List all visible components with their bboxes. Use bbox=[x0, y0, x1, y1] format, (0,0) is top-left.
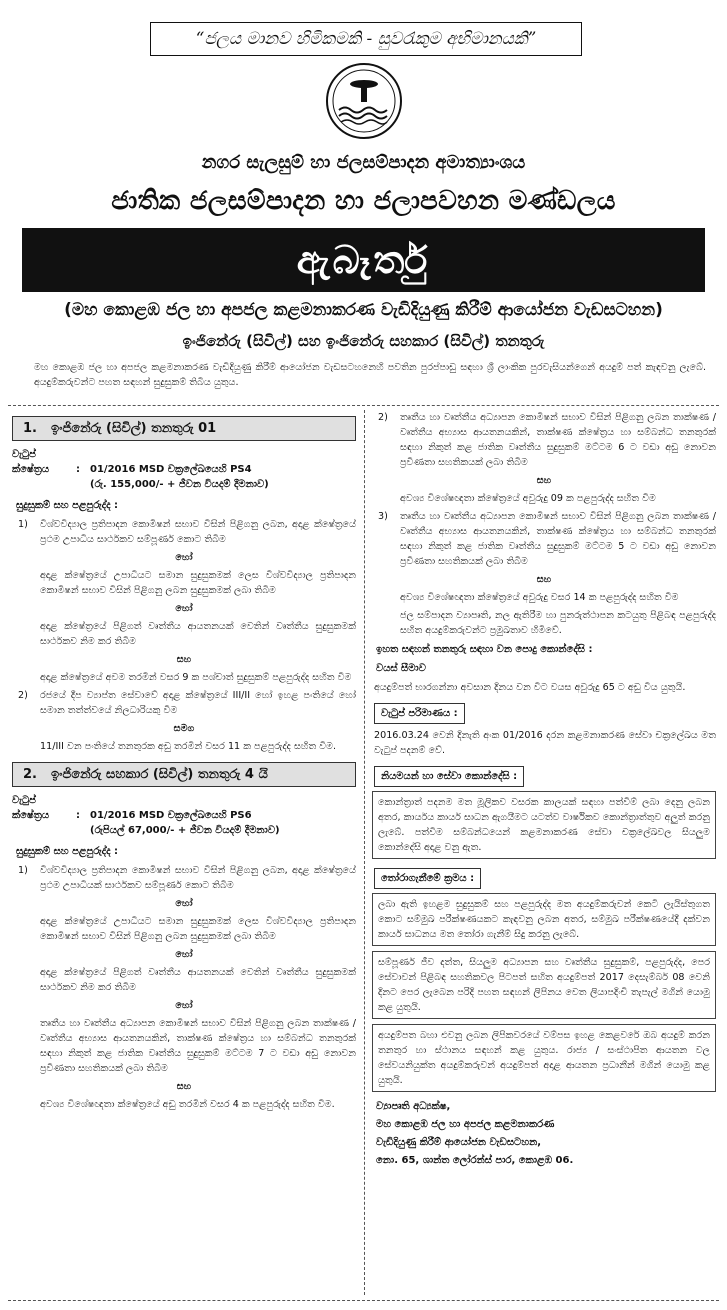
age-limit-heading: වයස් සීමාව bbox=[376, 663, 426, 674]
section-number: 1. bbox=[23, 421, 37, 436]
conjunction: හෝ bbox=[175, 1000, 193, 1011]
qualifications-heading: සුදුසුකම් සහ පළපුරුද්ද : bbox=[16, 500, 119, 511]
list-item bbox=[12, 688, 356, 718]
address-line: මහ කොළඹ ජල හා අපජල කළමනාකරණ bbox=[376, 1119, 555, 1130]
alt-text: අවශ්‍ය විශේෂඥතා ක්ෂේත්‍රයේ අවුරුදු වසර 14 ක පළපුරුද්ද සහිත වීම bbox=[400, 592, 679, 603]
item-number: 1) bbox=[18, 865, 28, 876]
selection-text: ලබා ඇති ඉහළම සුදුසුකම් සහ පළපුරුද්ද මත අයදුම්කරුවන් කෙටි ලැයිස්තුගත කොට සම්මුඛ පරීක්ෂණයකට කැඳවනු ලබන අතර, සම්මුඛ පරීක්ෂණයේදී දක්වන කාර්ය සාධනය මත තෝරා ගැනීම් සිදු කරනු ලැබේ. bbox=[372, 893, 716, 946]
item-text: විශ්වවිද්‍යාල ප්‍රතිපාදන කොමිෂන් සභාව විසින් පිළිගනු ලබන, අදාළ ක්ෂේත්‍රයේ ප්‍රථම උපාධියක් සාර්ථකව සම්පූර්ණ කොට තිබීම bbox=[40, 865, 356, 891]
column-divider bbox=[364, 410, 365, 1295]
item-number: 2) bbox=[18, 690, 28, 701]
terms-heading: නියමයන් හා සේවා කොන්දේසි : bbox=[374, 766, 524, 787]
age-limit-text: අයදුම්පත් භාරගන්නා අවසාන දිනය වන විට වයස අවුරුදු 65 ට අඩු විය යුතුයි. bbox=[374, 682, 686, 693]
address-line: වැඩිදියුණු කිරීම් ආයෝජන වැඩසටහන, bbox=[376, 1137, 542, 1148]
ministry-name: නගර සැලසුම් හා ජලසම්පාදන අමාත්‍යාංශය bbox=[201, 152, 526, 173]
salary-row bbox=[12, 447, 356, 477]
alt-text: අවශ්‍ය විශේෂඥතා ක්ෂේත්‍රයේ අවුරුදු 09 ක පළපුරුද්ද සහිත වීම bbox=[400, 493, 656, 504]
salary-row bbox=[12, 793, 356, 823]
item-text: තෘතීය හා වෘත්තීය අධ්‍යාපන කොමිෂන් සභාව විසින් පිළිගනු ලබන තාක්ෂණ / වෘත්තීය අභ්‍යාස ආයතනයකින්, තාක්ෂණ ක්ෂේත්‍රය හා සම්බන්ධ තනතුරක් සඳහා නිකුත් කළ ජාතික වෘත්තීය සුදුසුකම් මට්ටම 6 ට වඩා අඩු නොවන ප්‍රවීණතා සහතිකයක් ලබා තිබීම bbox=[400, 412, 716, 468]
conjunction: හෝ bbox=[175, 898, 193, 909]
conjunction: සහ bbox=[536, 574, 552, 585]
list-item bbox=[372, 410, 716, 470]
item-text: විශ්වවිද්‍යාල ප්‍රතිපාදන කොමිෂන් සභාව විසින් පිළිගනු ලබන, අදාළ ක්ෂේත්‍රයේ ප්‍රථම උපාධිය සාර්ථකව සම්පූර්ණ කොට තිබීම bbox=[40, 519, 356, 545]
salary-note: (රු. 155,000/- + ජීවන වියදම් දීමනාව) bbox=[90, 479, 269, 490]
water-board-emblem-icon bbox=[325, 62, 403, 140]
left-column bbox=[12, 416, 356, 1115]
vacancies-banner: ඇබෑර්තු bbox=[22, 228, 705, 292]
conjunction: සහ bbox=[536, 475, 552, 486]
alt-text: අදාළ ක්ෂේත්‍රයේ පිළිගත් වෘත්තීය ආයතනයක් වෙතින් වෘත්තීය සුදුසුකමක් සාර්ථකව නිම කර තිබීම bbox=[40, 621, 356, 647]
slogan: “ජලය මානව හිමිකමකි - සුවරැකුම අභිමානයකි” bbox=[150, 22, 582, 56]
section-1-header bbox=[12, 416, 356, 441]
intro-paragraph: මහ කොළඹ ජල හා අපජල කළමනාකරණ වැඩිදියුණු කිරීම් ආයෝජන වැඩසටහනෙහි පවතින පුරප්පාඩු සඳහා ශ්‍රී ලාංකික පුරවැසියන්ගෙන් අයදුම් පත් කැඳවනු ලැබේ. අයදුම්කරුවන්ට පහත සඳහන් සුදුසුකම් තිබිය යුතුය. bbox=[34, 362, 706, 388]
salary-value: 01/2016 MSD චක්‍රලේඛයෙහි PS6 bbox=[90, 810, 252, 821]
conjunction: හෝ bbox=[175, 949, 193, 960]
conjunction: හෝ bbox=[175, 552, 193, 563]
conjunction: සහ bbox=[176, 654, 192, 665]
item-number: 2) bbox=[378, 412, 388, 423]
alt-text: අදාළ ක්ෂේත්‍රයේ උපාධියට සමාන සුදුසුකමක් ලෙස විශ්වවිද්‍යාල ප්‍රතිපාදන කොමිෂන් සභාව විසින් පිළිගනු ලබන සුදුසුකමක් ලබා තිබීම bbox=[40, 916, 356, 942]
section-number: 2. bbox=[23, 767, 37, 782]
section-2-header bbox=[12, 762, 356, 787]
item-number: 3) bbox=[378, 511, 388, 522]
salary-sep: : bbox=[76, 810, 80, 821]
alt-text: 11/III වන පංතියේ තනතුරක අඩු තරමින් වසර 11 ක පළපුරුද්ද සහිත වීම. bbox=[40, 741, 337, 752]
list-item bbox=[12, 863, 356, 893]
conjunction: සහ bbox=[176, 1081, 192, 1092]
section-title: ඉංජිනේරු සහකාර (සිවිල්) තනතුරු 4 යි bbox=[51, 767, 268, 782]
right-column bbox=[372, 410, 716, 1170]
alt-text: අවශ්‍ය විශේෂඥතා ක්ෂේත්‍රයේ අඩු තරමින් වසර 4 ක පළපුරුද්ද සහිත වීම. bbox=[40, 1099, 335, 1110]
bottom-divider bbox=[8, 1300, 719, 1301]
salary-scale-heading: වැටුප් පරිමාණය : bbox=[374, 703, 465, 724]
alt-text: තෘතීය හා වෘත්තීය අධ්‍යාපන කොමිෂන් සභාව විසින් පිළිගනු ලබන තාක්ෂණ / වෘත්තීය අභ්‍යාස ආයතනයකින්, තාක්ෂණ ක්ෂේත්‍රය හා සම්බන්ධ තනතුරක් සඳහා නිකුත් කළ ජාතික වෘත්තීය සුදුසුකම් මට්ටම 7 ට වඩා අඩු නොවන ප්‍රවීණතා සහතිකයක් ලබා තිබීම bbox=[40, 1018, 356, 1074]
alt-text: අදාළ ක්ෂේත්‍රයේ අවම තරමින් වසර 9 ක පශ්චාත් සුදුසුකම් පළපුරුද්ද සහිත වීම bbox=[40, 672, 352, 683]
salary-key: වැටුප් ක්ෂේත්‍රය bbox=[12, 795, 50, 821]
section-title: ඉංජිනේරු (සිවිල්) තනතුරු 01 bbox=[51, 421, 217, 436]
alt-text: අදාළ ක්ෂේත්‍රයේ උපාධියට සමාන සුදුසුකමක් ලෙස විශ්වවිද්‍යාල ප්‍රතිපාදන කොමිෂන් සභාව විසින් පිළිගනු ලබන සුදුසුකමක් ලබා තිබීම bbox=[40, 570, 356, 596]
common-conditions-heading: ඉහත සඳහන් තනතුරු සඳහා වන පොදු කොන්දේසි : bbox=[376, 644, 593, 655]
conjunction: සමග bbox=[173, 723, 195, 734]
positions-title: ඉංජිනේරු (සිවිල්) සහ ඉංජිනේරු සහකාර (සිවිල්) තනතුරු bbox=[182, 332, 545, 350]
list-item bbox=[12, 517, 356, 547]
item-text: තෘතීය හා වෘත්තීය අධ්‍යාපන කොමිෂන් සභාව විසින් පිළිගනු ලබන තාක්ෂණ / වෘත්තීය අභ්‍යාස ආයතනයකින්, තාක්ෂණ ක්ෂේත්‍රය හා සම්බන්ධ තනතුරක් සඳහා නිකුත් කළ ජාතික වෘත්තීය සුදුසුකම් මට්ටම 5 ට වඩා අඩු නොවන ප්‍රවීණතා සහතිකයක් ලබා තිබීම bbox=[400, 511, 716, 567]
salary-scale-text: 2016.03.24 වෙනි දිනැති අංක 01/2016 දරන කළමනාකරණ සේවා චක්‍රලේඛය මත වැටුප් පදනම් වේ. bbox=[374, 730, 716, 756]
terms-text: කොන්ත්‍රාත් පදනම මත මූලිකව වසරක කාලයක් සඳහා පත්වීම් ලබා දෙනු ලබන අතර, කාර්යය කාර්ය සාධන ඇගයීමට යටත්ව වාර්ෂිකව කොන්ත්‍රාත්තුව අලුත් කරනු ලැබේ. පත්වීම සම්බන්ධයෙන් කළමනාකරණ සේවා චක්‍රලේඛවල සියලුම කොන්දේසි අදාළ වනු ඇත. bbox=[372, 791, 716, 859]
board-name: ජාතික ජලසම්පාදන හා ජලාපවහන මණ්ඩලය bbox=[111, 186, 616, 216]
project-name: (මහ කොළඹ ජල හා අපජල කළමනාකරණ වැඩිදියුණු කිරීම් ආයෝජන වැඩසටහන) bbox=[64, 300, 663, 320]
selection-heading: තෝරාගැනීමේ ක්‍රමය : bbox=[374, 868, 481, 889]
list-item bbox=[372, 509, 716, 569]
alt-text: ජල සම්පාදන ව්‍යාපෘති, නල ඇතිරීම හා පුනරුත්ථාපන කටයුතු පිළිබඳ පළපුරුද්ද සහිත අයදුම්කරුවන්ට ප්‍රමුඛතාව හිමිවේ. bbox=[400, 610, 716, 636]
salary-note: (රුපියල් 67,000/- + ජීවන වියදම් දීමනාව) bbox=[90, 825, 280, 836]
item-text: රජයේ දීප ව්‍යාප්ත සේවාවේ අදාළ ක්ෂේත්‍රයේ III/II හෝ ඉහළ පංතියේ හෝ සමාන තත්ත්වයේ නිලධාරියකු වීම bbox=[40, 690, 356, 716]
conjunction: හෝ bbox=[175, 603, 193, 614]
top-divider bbox=[8, 405, 719, 406]
alt-text: අදාළ ක්ෂේත්‍රයේ පිළිගත් වෘත්තීය ආයතනයක් වෙතින් වෘත්තීය සුදුසුකමක් සාර්ථකව නිම කර තිබීම bbox=[40, 967, 356, 993]
address-line: නො. 65, ශාන්ත ලෝරන්ස් පාර, කොළඹ 06. bbox=[376, 1155, 574, 1166]
item-number: 1) bbox=[18, 519, 28, 530]
application-text: සම්පූර්ණ ජීව දත්ත, සියලුම අධ්‍යාපන සහ වෘත්තීය සුදුසුකම්, පළපුරුද්ද, පෙර සේවාවන් පිළිබඳ සහතිකවල පිටපත් සහිත අයදුම්පත් 2017 දෙසැම්බර් 08 වෙනි දිනට පෙර ලැබෙන පරිදි පහත සඳහන් ලිපිනය වෙත ලියාපදිංචි තැපැල් මගින් යොමු කළ යුතුයි. bbox=[372, 951, 716, 1019]
qualifications-heading: සුදුසුකම් සහ පළපුරුද්ද : bbox=[16, 846, 119, 857]
salary-value: 01/2016 MSD චක්‍රලේඛයෙහි PS4 bbox=[90, 464, 252, 475]
salary-key: වැටුප් ක්ෂේත්‍රය bbox=[12, 449, 50, 475]
envelope-text: අයදුම්පත බහා එවනු ලබන ලිපිකවරයේ වම්පස ඉහළ කෙළවරේ ඔබ අයදුම් කරන තනතුර හා ස්ථානය සඳහන් කළ යුතුය. රාජ්‍ය / සංස්ථාපිත ආයතන වල සේවයනියුක්ත අයදුම්කරුවන් අයදුම්පත් අදාළ ආයතන ප්‍රධානීන් මගින් යොමු කළ යුතුයි. bbox=[372, 1024, 716, 1092]
salary-sep: : bbox=[76, 464, 80, 475]
address-line: ව්‍යාපෘති අධ්‍යක්ෂ, bbox=[376, 1101, 451, 1112]
address-block bbox=[372, 1098, 716, 1170]
